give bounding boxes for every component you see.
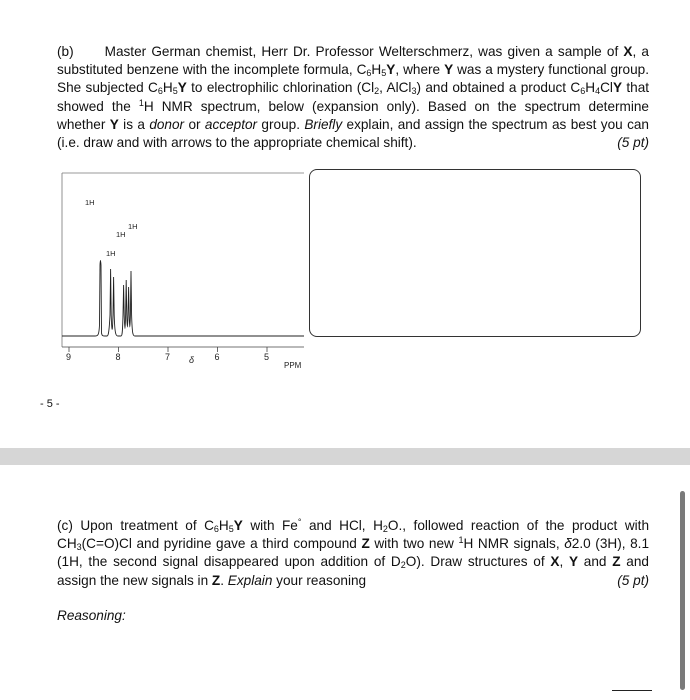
spectrum-trace <box>62 261 304 337</box>
question-b: (b) Master German chemist, Herr Dr. Professor Welterschmerz, was given a sample of X, a substituted benzene with the incomplete formula, $C_6H_5Y$, where Y was a mystery functional group. She subjected $C_6H_5Y$ to electrophilic chlorination ($Cl_2$, AlCl$_3$) and obtained a product $C_6H_4ClY$ that showed the $^1$H NMR spectrum, below (expansion only). Based on the spectrum determine whether Y is a donor or acceptor group. Briefly explain, and assign the spectrum as best you can (i.e. draw and with arrows to the appropriate chemical shift). (5 pt) <box>57 43 649 152</box>
answer-box[interactable] <box>309 169 641 337</box>
nmr-spectrum <box>55 165 315 375</box>
x-tick-label: 6 <box>214 352 220 362</box>
peak-label: 1H <box>128 222 138 231</box>
question-c: (c) Upon treatment of $C_6H_5Y$ with Fe° and HCl, $H_2O$., followed reaction of the product with $CH_3(C=O)Cl$ and pyridine gave a third compound Z with two new $^1$H NMR signals, δ2.0 (3H), 8.1 (1H, the second signal disappeared upon addition of $D_2O$). Draw structures of X, Y and Z and assign the new signals in Z. Explain your reasoning (5 pt) <box>57 517 649 590</box>
ppm-label: PPM <box>284 361 302 370</box>
reasoning-label: Reasoning: <box>57 608 126 623</box>
peak-label: 1H <box>116 230 126 239</box>
x-tick-label: 7 <box>165 352 171 362</box>
scrollbar[interactable] <box>680 491 685 690</box>
page-separator <box>0 448 690 465</box>
page-number: - 5 - <box>40 398 60 410</box>
delta-symbol: δ <box>189 355 195 365</box>
x-tick-label: 8 <box>115 352 121 362</box>
points-c: (5 pt) <box>617 572 649 588</box>
peak-label: 1H <box>85 198 95 207</box>
peak-label: 1H <box>106 249 116 258</box>
points-b: (5 pt) <box>617 135 649 151</box>
x-tick-label: 5 <box>264 352 270 362</box>
footer-rule <box>612 690 652 691</box>
x-tick-label: 9 <box>66 352 72 362</box>
